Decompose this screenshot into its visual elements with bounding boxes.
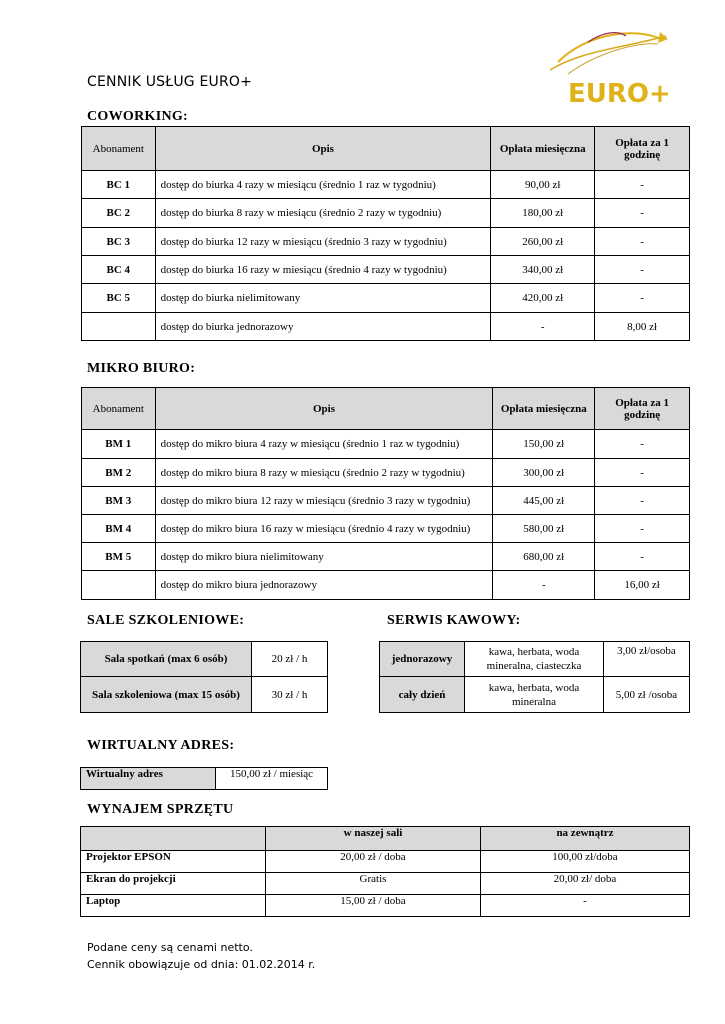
page-title: CENNIK USŁUG EURO+	[87, 74, 253, 90]
table-row	[82, 228, 690, 256]
row-code	[82, 571, 156, 600]
row-code: BM 1	[82, 430, 156, 459]
row-hourly: -	[595, 487, 690, 515]
row-desc: dostęp do biurka 12 razy w miesiącu (średnio 3 razy w tygodniu)	[155, 228, 491, 256]
sale-price: 30 zł / h	[252, 677, 328, 713]
row-hourly: -	[595, 228, 690, 256]
row-monthly: 340,00 zł	[491, 256, 595, 284]
col-monthly: Opłata miesięczna	[493, 388, 595, 430]
wynajem-inside: Gratis	[266, 873, 481, 895]
sale-heading: SALE SZKOLENIOWE:	[87, 613, 245, 628]
serwis-type: cały dzień	[380, 677, 465, 713]
row-monthly: 260,00 zł	[491, 228, 595, 256]
row-code: BM 4	[82, 515, 156, 543]
wynajem-table	[80, 826, 690, 917]
row-desc: dostęp do mikro biura 12 razy w miesiącu (średnio 3 razy w tygodniu)	[155, 487, 493, 515]
col-hourly: Opłata za 1 godzinę	[595, 388, 690, 430]
row-hourly: 16,00 zł	[595, 571, 690, 600]
row-monthly: 580,00 zł	[493, 515, 595, 543]
row-hourly: -	[595, 256, 690, 284]
row-code: BC 5	[82, 284, 156, 313]
row-monthly: 680,00 zł	[493, 543, 595, 571]
serwis-type: jednorazowy	[380, 642, 465, 677]
table-row	[81, 677, 328, 713]
col-hourly: Opłata za 1 godzinę	[595, 127, 690, 171]
row-code	[82, 313, 156, 341]
wirtualny-label: Wirtualny adres	[81, 768, 216, 790]
footer-net-prices: Podane ceny są cenami netto.	[87, 941, 253, 954]
row-hourly: -	[595, 430, 690, 459]
col-abonament: Abonament	[82, 127, 156, 171]
mikro-table	[81, 387, 690, 600]
table-row	[82, 571, 690, 600]
serwis-price: 5,00 zł /osoba	[604, 677, 690, 713]
wynajem-item: Laptop	[81, 895, 266, 917]
row-code: BM 5	[82, 543, 156, 571]
table-row	[82, 459, 690, 487]
wynajem-item: Projektor EPSON	[81, 851, 266, 873]
serwis-desc: kawa, herbata, woda mineralna, ciasteczka	[465, 642, 604, 677]
table-row	[82, 430, 690, 459]
sale-table	[80, 641, 328, 713]
row-code: BC 4	[82, 256, 156, 284]
row-hourly: -	[595, 171, 690, 199]
row-hourly: -	[595, 543, 690, 571]
row-desc: dostęp do mikro biura 8 razy w miesiącu (średnio 2 razy w tygodniu)	[155, 459, 493, 487]
row-hourly: 8,00 zł	[595, 313, 690, 341]
wirtualny-heading: WIRTUALNY ADRES:	[87, 738, 235, 753]
table-row	[81, 873, 690, 895]
col-outside: na zewnątrz	[481, 827, 690, 851]
row-code: BM 2	[82, 459, 156, 487]
wynajem-outside: 100,00 zł/doba	[481, 851, 690, 873]
row-desc: dostęp do biurka 8 razy w miesiącu (średnio 2 razy w tygodniu)	[155, 199, 491, 228]
table-row	[82, 313, 690, 341]
row-code: BM 3	[82, 487, 156, 515]
coworking-table	[81, 126, 690, 341]
wynajem-inside: 20,00 zł / doba	[266, 851, 481, 873]
row-desc: dostęp do biurka jednorazowy	[155, 313, 491, 341]
col-inside: w naszej sali	[266, 827, 481, 851]
table-row	[82, 515, 690, 543]
row-monthly: -	[491, 313, 595, 341]
sale-name: Sala spotkań (max 6 osób)	[81, 642, 252, 677]
sale-name: Sala szkoleniowa (max 15 osób)	[81, 677, 252, 713]
table-row	[82, 487, 690, 515]
col-item	[81, 827, 266, 851]
wynajem-item: Ekran do projekcji	[81, 873, 266, 895]
mikro-heading: MIKRO BIURO:	[87, 361, 196, 376]
serwis-desc: kawa, herbata, woda mineralna	[465, 677, 604, 713]
table-row	[81, 642, 328, 677]
row-desc: dostęp do biurka 16 razy w miesiącu (średnio 4 razy w tygodniu)	[155, 256, 491, 284]
col-opis: Opis	[155, 127, 491, 171]
table-row	[82, 543, 690, 571]
row-code: BC 1	[82, 171, 156, 199]
row-code: BC 2	[82, 199, 156, 228]
row-desc: dostęp do biurka nielimitowany	[155, 284, 491, 313]
table-row	[82, 199, 690, 228]
row-desc: dostęp do mikro biura 4 razy w miesiącu (średnio 1 raz w tygodniu)	[155, 430, 493, 459]
serwis-heading: SERWIS KAWOWY:	[387, 613, 521, 628]
sale-price: 20 zł / h	[252, 642, 328, 677]
row-hourly: -	[595, 515, 690, 543]
col-monthly: Opłata miesięczna	[491, 127, 595, 171]
row-monthly: 420,00 zł	[491, 284, 595, 313]
row-desc: dostęp do mikro biura jednorazowy	[155, 571, 493, 600]
row-monthly: 300,00 zł	[493, 459, 595, 487]
table-row	[82, 256, 690, 284]
table-row	[82, 284, 690, 313]
col-opis: Opis	[155, 388, 493, 430]
serwis-table	[379, 641, 690, 713]
row-desc: dostęp do mikro biura 16 razy w miesiącu (średnio 4 razy w tygodniu)	[155, 515, 493, 543]
col-abonament: Abonament	[82, 388, 156, 430]
row-hourly: -	[595, 459, 690, 487]
row-hourly: -	[595, 199, 690, 228]
row-hourly: -	[595, 284, 690, 313]
wynajem-inside: 15,00 zł / doba	[266, 895, 481, 917]
row-monthly: 180,00 zł	[491, 199, 595, 228]
row-desc: dostęp do mikro biura nielimitowany	[155, 543, 493, 571]
table-row	[82, 171, 690, 199]
row-desc: dostęp do biurka 4 razy w miesiącu (średnio 1 raz w tygodniu)	[155, 171, 491, 199]
table-row	[380, 677, 690, 713]
serwis-price: 3,00 zł/osoba	[604, 642, 690, 677]
table-row	[81, 851, 690, 873]
table-row	[81, 895, 690, 917]
wynajem-heading: WYNAJEM SPRZĘTU	[87, 802, 234, 817]
logo-text: EURO+	[568, 79, 671, 109]
row-monthly: 150,00 zł	[493, 430, 595, 459]
table-row	[380, 642, 690, 677]
wirtualny-price: 150,00 zł / miesiąc	[216, 768, 328, 790]
wirtualny-table	[80, 767, 328, 790]
row-monthly: 90,00 zł	[491, 171, 595, 199]
row-monthly: -	[493, 571, 595, 600]
row-monthly: 445,00 zł	[493, 487, 595, 515]
footer-valid-from: Cennik obowiązuje od dnia: 01.02.2014 r.	[87, 958, 316, 971]
wynajem-outside: -	[481, 895, 690, 917]
euro-plus-logo	[548, 22, 678, 112]
coworking-heading: COWORKING:	[87, 109, 188, 124]
row-code: BC 3	[82, 228, 156, 256]
table-row	[81, 768, 328, 790]
wynajem-outside: 20,00 zł/ doba	[481, 873, 690, 895]
